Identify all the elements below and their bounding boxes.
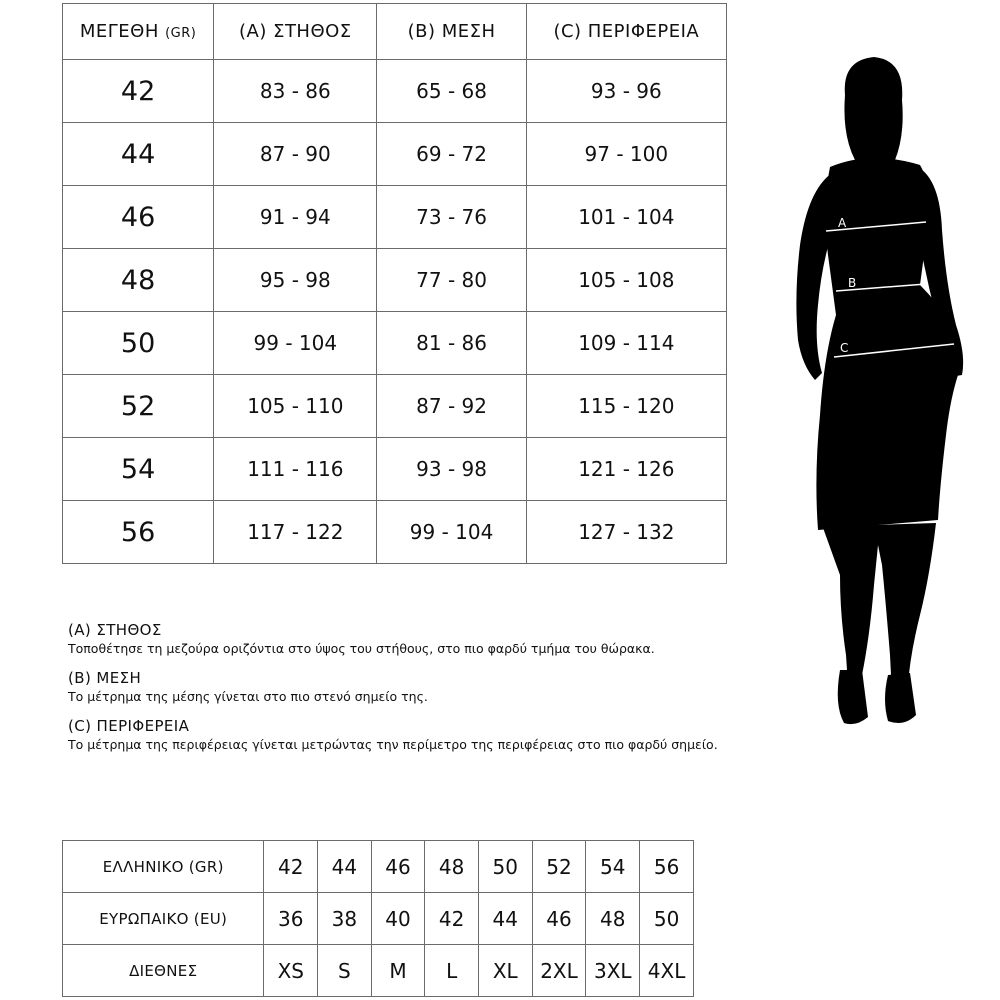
cell-hips: 101 - 104 (526, 186, 726, 249)
size-row (63, 501, 727, 564)
cell-hips: 97 - 100 (526, 123, 726, 186)
conversion-row-label: ΔΙΕΘΝΕΣ (63, 945, 264, 997)
conversion-value: M (371, 945, 425, 997)
cell-waist: 77 - 80 (377, 249, 526, 312)
conversion-row-label: ΕΥΡΩΠΑΙΚΟ (EU) (63, 893, 264, 945)
cell-bust: 111 - 116 (214, 438, 377, 501)
conversion-value: 50 (640, 893, 694, 945)
cell-hips: 121 - 126 (526, 438, 726, 501)
conversion-value: XL (478, 945, 532, 997)
header-bust: (Α) ΣΤΗΘΟΣ (214, 4, 377, 60)
size-row (63, 186, 727, 249)
size-conversion-table (62, 840, 694, 997)
cell-bust: 91 - 94 (214, 186, 377, 249)
cell-size: 56 (63, 501, 214, 564)
cell-waist: 87 - 92 (377, 375, 526, 438)
marker-a-label: A (838, 216, 847, 230)
size-row (63, 60, 727, 123)
cell-size: 50 (63, 312, 214, 375)
header-waist: (Β) ΜΕΣΗ (377, 4, 526, 60)
cell-waist: 73 - 76 (377, 186, 526, 249)
conversion-row-label: ΕΛΛΗΝΙΚΟ (GR) (63, 841, 264, 893)
conversion-row (63, 945, 694, 997)
cell-bust: 83 - 86 (214, 60, 377, 123)
marker-b-label: B (848, 276, 857, 290)
conversion-value: L (425, 945, 479, 997)
conversion-value: 56 (640, 841, 694, 893)
measurement-notes (68, 620, 808, 764)
conversion-value: 38 (318, 893, 372, 945)
cell-hips: 115 - 120 (526, 375, 726, 438)
conversion-value: 4XL (640, 945, 694, 997)
cell-bust: 117 - 122 (214, 501, 377, 564)
cell-bust: 87 - 90 (214, 123, 377, 186)
note-text: Το μέτρημα της μέσης γίνεται στο πιο στενό σημείο της. (68, 689, 428, 704)
cell-hips: 127 - 132 (526, 501, 726, 564)
conversion-value: XS (264, 945, 318, 997)
cell-size: 54 (63, 438, 214, 501)
cell-size: 48 (63, 249, 214, 312)
marker-c-label: C (840, 341, 849, 355)
conversion-value: S (318, 945, 372, 997)
conversion-value: 54 (586, 841, 640, 893)
cell-waist: 93 - 98 (377, 438, 526, 501)
cell-waist: 69 - 72 (377, 123, 526, 186)
conversion-value: 48 (586, 893, 640, 945)
conversion-value: 46 (371, 841, 425, 893)
silhouette-body (796, 57, 963, 724)
conversion-value: 48 (425, 841, 479, 893)
conversion-row (63, 841, 694, 893)
note-title: (Β) ΜΕΣΗ (68, 669, 142, 687)
note-title: (C) ΠΕΡΙΦΕΡΕΙΑ (68, 717, 190, 735)
conversion-value: 42 (264, 841, 318, 893)
cell-hips: 109 - 114 (526, 312, 726, 375)
note-waist (68, 668, 808, 706)
size-row (63, 123, 727, 186)
header-size-unit: (GR) (165, 26, 197, 41)
woman-silhouette-figure (770, 55, 970, 735)
conversion-value: 2XL (532, 945, 586, 997)
cell-size: 42 (63, 60, 214, 123)
cell-waist: 99 - 104 (377, 501, 526, 564)
cell-bust: 95 - 98 (214, 249, 377, 312)
note-text: Το μέτρημα της περιφέρειας γίνεται μετρώντας την περίμετρο της περιφέρειας στο πιο φαρδύ σημείο. (68, 737, 718, 752)
size-chart-table (62, 3, 727, 564)
conversion-value: 40 (371, 893, 425, 945)
conversion-value: 50 (478, 841, 532, 893)
header-size-label: ΜΕΓΕΘΗ (79, 21, 159, 42)
note-text: Τοποθέτησε τη μεζούρα οριζόντια στο ύψος του στήθους, στο πιο φαρδύ τμήμα του θώρακα. (68, 641, 655, 656)
cell-waist: 81 - 86 (377, 312, 526, 375)
conversion-value: 36 (264, 893, 318, 945)
header-size (63, 4, 214, 60)
conversion-value: 44 (478, 893, 532, 945)
cell-bust: 99 - 104 (214, 312, 377, 375)
size-row (63, 438, 727, 501)
size-chart-header-row (63, 4, 727, 60)
header-hips: (C) ΠΕΡΙΦΕΡΕΙΑ (526, 4, 726, 60)
conversion-value: 44 (318, 841, 372, 893)
size-row (63, 312, 727, 375)
cell-hips: 105 - 108 (526, 249, 726, 312)
size-row (63, 375, 727, 438)
note-bust (68, 620, 808, 658)
conversion-value: 3XL (586, 945, 640, 997)
conversion-value: 46 (532, 893, 586, 945)
note-title: (Α) ΣΤΗΘΟΣ (68, 621, 162, 639)
conversion-value: 42 (425, 893, 479, 945)
cell-size: 44 (63, 123, 214, 186)
cell-size: 52 (63, 375, 214, 438)
size-row (63, 249, 727, 312)
conversion-value: 52 (532, 841, 586, 893)
cell-hips: 93 - 96 (526, 60, 726, 123)
cell-bust: 105 - 110 (214, 375, 377, 438)
conversion-row (63, 893, 694, 945)
note-hips (68, 716, 808, 754)
cell-waist: 65 - 68 (377, 60, 526, 123)
cell-size: 46 (63, 186, 214, 249)
